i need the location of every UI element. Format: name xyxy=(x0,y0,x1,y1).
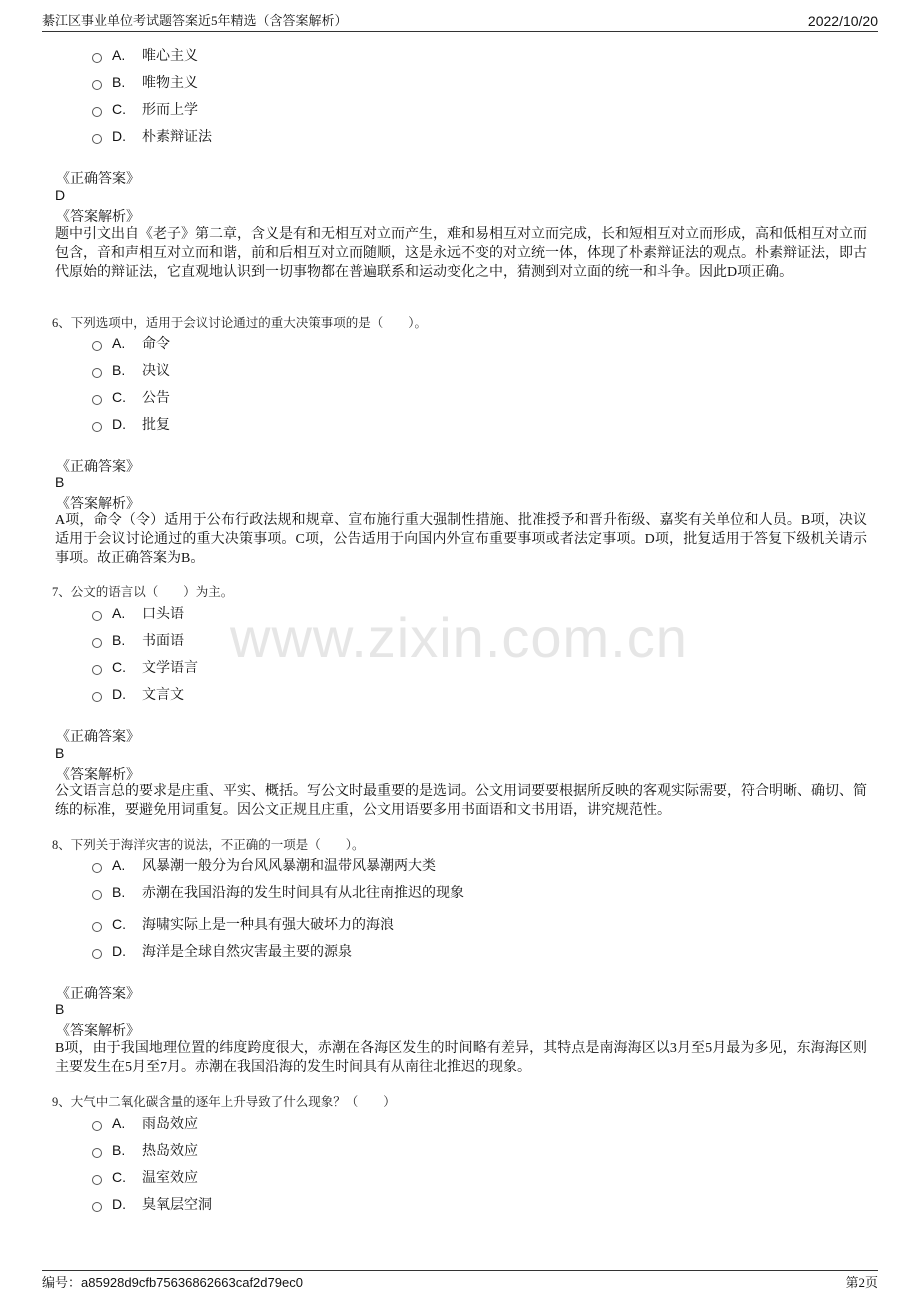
radio-icon[interactable] xyxy=(92,341,102,351)
radio-icon[interactable] xyxy=(92,134,102,144)
correct-answer-value: B xyxy=(55,1001,65,1017)
option-d[interactable]: D. 文言文 xyxy=(92,684,184,704)
option-a[interactable]: A. 唯心主义 xyxy=(92,45,198,65)
question-6: 6、下列选项中，适用于会议讨论通过的重大决策事项的是（ ）。 xyxy=(52,316,428,330)
radio-icon[interactable] xyxy=(92,611,102,621)
option-b[interactable]: B. 决议 xyxy=(92,360,170,380)
analysis-text: A项，命令（令）适用于公布行政法规和规章、宣布施行重大强制性措施、批准授予和晋升衔级、嘉奖有关单位和人员。B项，决议适用于会议讨论通过的重大决策事项。C项，公告适用于向国内外宣布重要事项或者法定事项。D项，批复适用于答复下级机关请示事项。故正确答案为B。 xyxy=(55,513,867,566)
correct-answer-value: D xyxy=(55,187,66,203)
option-b[interactable]: B. 热岛效应 xyxy=(92,1140,198,1160)
watermark: www.zixin.com.cn xyxy=(230,606,688,669)
option-b[interactable]: B. 赤潮在我国沿海的发生时间具有从北往南推迟的现象 xyxy=(92,882,464,902)
correct-answer-heading: 《正确答案》 xyxy=(56,730,140,745)
page-header xyxy=(42,10,878,32)
radio-icon[interactable] xyxy=(92,1175,102,1185)
correct-answer-heading: 《正确答案》 xyxy=(56,460,140,475)
analysis-heading: 《答案解析》 xyxy=(56,210,140,225)
radio-icon[interactable] xyxy=(92,863,102,873)
option-d[interactable]: D. 批复 xyxy=(92,414,170,434)
option-c[interactable]: C. 形而上学 xyxy=(92,99,198,119)
radio-icon[interactable] xyxy=(92,949,102,959)
option-a[interactable]: A. 命令 xyxy=(92,333,170,353)
document-date: 2022/10/20 xyxy=(807,13,878,29)
option-a[interactable]: A. 风暴潮一般分为台风风暴潮和温带风暴潮两大类 xyxy=(92,855,436,875)
radio-icon[interactable] xyxy=(92,665,102,675)
page-number: 第2页 xyxy=(845,1275,878,1290)
option-b[interactable]: B. 唯物主义 xyxy=(92,72,198,92)
question-8: 8、下列关于海洋灾害的说法，不正确的一项是（ ）。 xyxy=(52,838,365,852)
radio-icon[interactable] xyxy=(92,1148,102,1158)
radio-icon[interactable] xyxy=(92,80,102,90)
radio-icon[interactable] xyxy=(92,422,102,432)
option-b[interactable]: B. 书面语 xyxy=(92,630,184,650)
analysis-heading: 《答案解析》 xyxy=(56,768,140,783)
analysis-text: 题中引文出自《老子》第二章，含义是有和无相互对立而产生，难和易相互对立而完成，长和短相互对立而形成，高和低相互对立而包含，音和声相互对立而和谐，前和后相互对立而随顺，这是永远不变的对立统一体，体现了朴素辩证法的观点。朴素辩证法，即古代原始的辩证法，它直观地认识到一切事物都在普遍联系和运动变化之中，猜测到对立面的统一和斗争。因此D项正确。 xyxy=(55,227,867,280)
radio-icon[interactable] xyxy=(92,922,102,932)
radio-icon[interactable] xyxy=(92,890,102,900)
radio-icon[interactable] xyxy=(92,53,102,63)
analysis-heading: 《答案解析》 xyxy=(56,497,140,512)
radio-icon[interactable] xyxy=(92,368,102,378)
option-a[interactable]: A. 雨岛效应 xyxy=(92,1113,198,1133)
radio-icon[interactable] xyxy=(92,107,102,117)
correct-answer-heading: 《正确答案》 xyxy=(56,172,140,187)
radio-icon[interactable] xyxy=(92,395,102,405)
option-d[interactable]: D. 朴素辩证法 xyxy=(92,126,212,146)
radio-icon[interactable] xyxy=(92,1202,102,1212)
correct-answer-heading: 《正确答案》 xyxy=(56,987,140,1002)
page-footer xyxy=(42,1270,878,1291)
option-d[interactable]: D. 臭氧层空洞 xyxy=(92,1194,212,1214)
document-title: 綦江区事业单位考试题答案近5年精选（含答案解析） xyxy=(42,13,348,28)
question-9: 9、大气中二氧化碳含量的逐年上升导致了什么现象？（ ） xyxy=(52,1095,396,1109)
document-code: 编号：a85928d9cfb75636862663caf2d79ec0 xyxy=(42,1275,303,1290)
radio-icon[interactable] xyxy=(92,638,102,648)
analysis-heading: 《答案解析》 xyxy=(56,1024,140,1039)
option-c[interactable]: C. 公告 xyxy=(92,387,170,407)
analysis-text: 公文语言总的要求是庄重、平实、概括。写公文时最重要的是选词。公文用词要要根据所反映的客观实际需要，符合明晰、确切、简练的标准，要避免用词重复。因公文正规且庄重，公文用语要多用书面语和文书用语，讲究规范性。 xyxy=(55,784,867,818)
analysis-text: B项，由于我国地理位置的纬度跨度很大，赤潮在各海区发生的时间略有差异，其特点是南海海区以3月至5月最为多见，东海海区则主要发生在5月至7月。赤潮在我国沿海的发生时间具有从南往北推迟的现象。 xyxy=(55,1041,867,1075)
option-c[interactable]: C. 文学语言 xyxy=(92,657,198,677)
option-c[interactable]: C. 温室效应 xyxy=(92,1167,198,1187)
radio-icon[interactable] xyxy=(92,692,102,702)
correct-answer-value: B xyxy=(55,474,65,490)
option-c[interactable]: C. 海啸实际上是一种具有强大破坏力的海浪 xyxy=(92,914,394,934)
option-d[interactable]: D. 海洋是全球自然灾害最主要的源泉 xyxy=(92,941,352,961)
radio-icon[interactable] xyxy=(92,1121,102,1131)
question-7: 7、公文的语言以（ ）为主。 xyxy=(52,585,234,599)
correct-answer-value: B xyxy=(55,745,65,761)
option-a[interactable]: A. 口头语 xyxy=(92,603,184,623)
